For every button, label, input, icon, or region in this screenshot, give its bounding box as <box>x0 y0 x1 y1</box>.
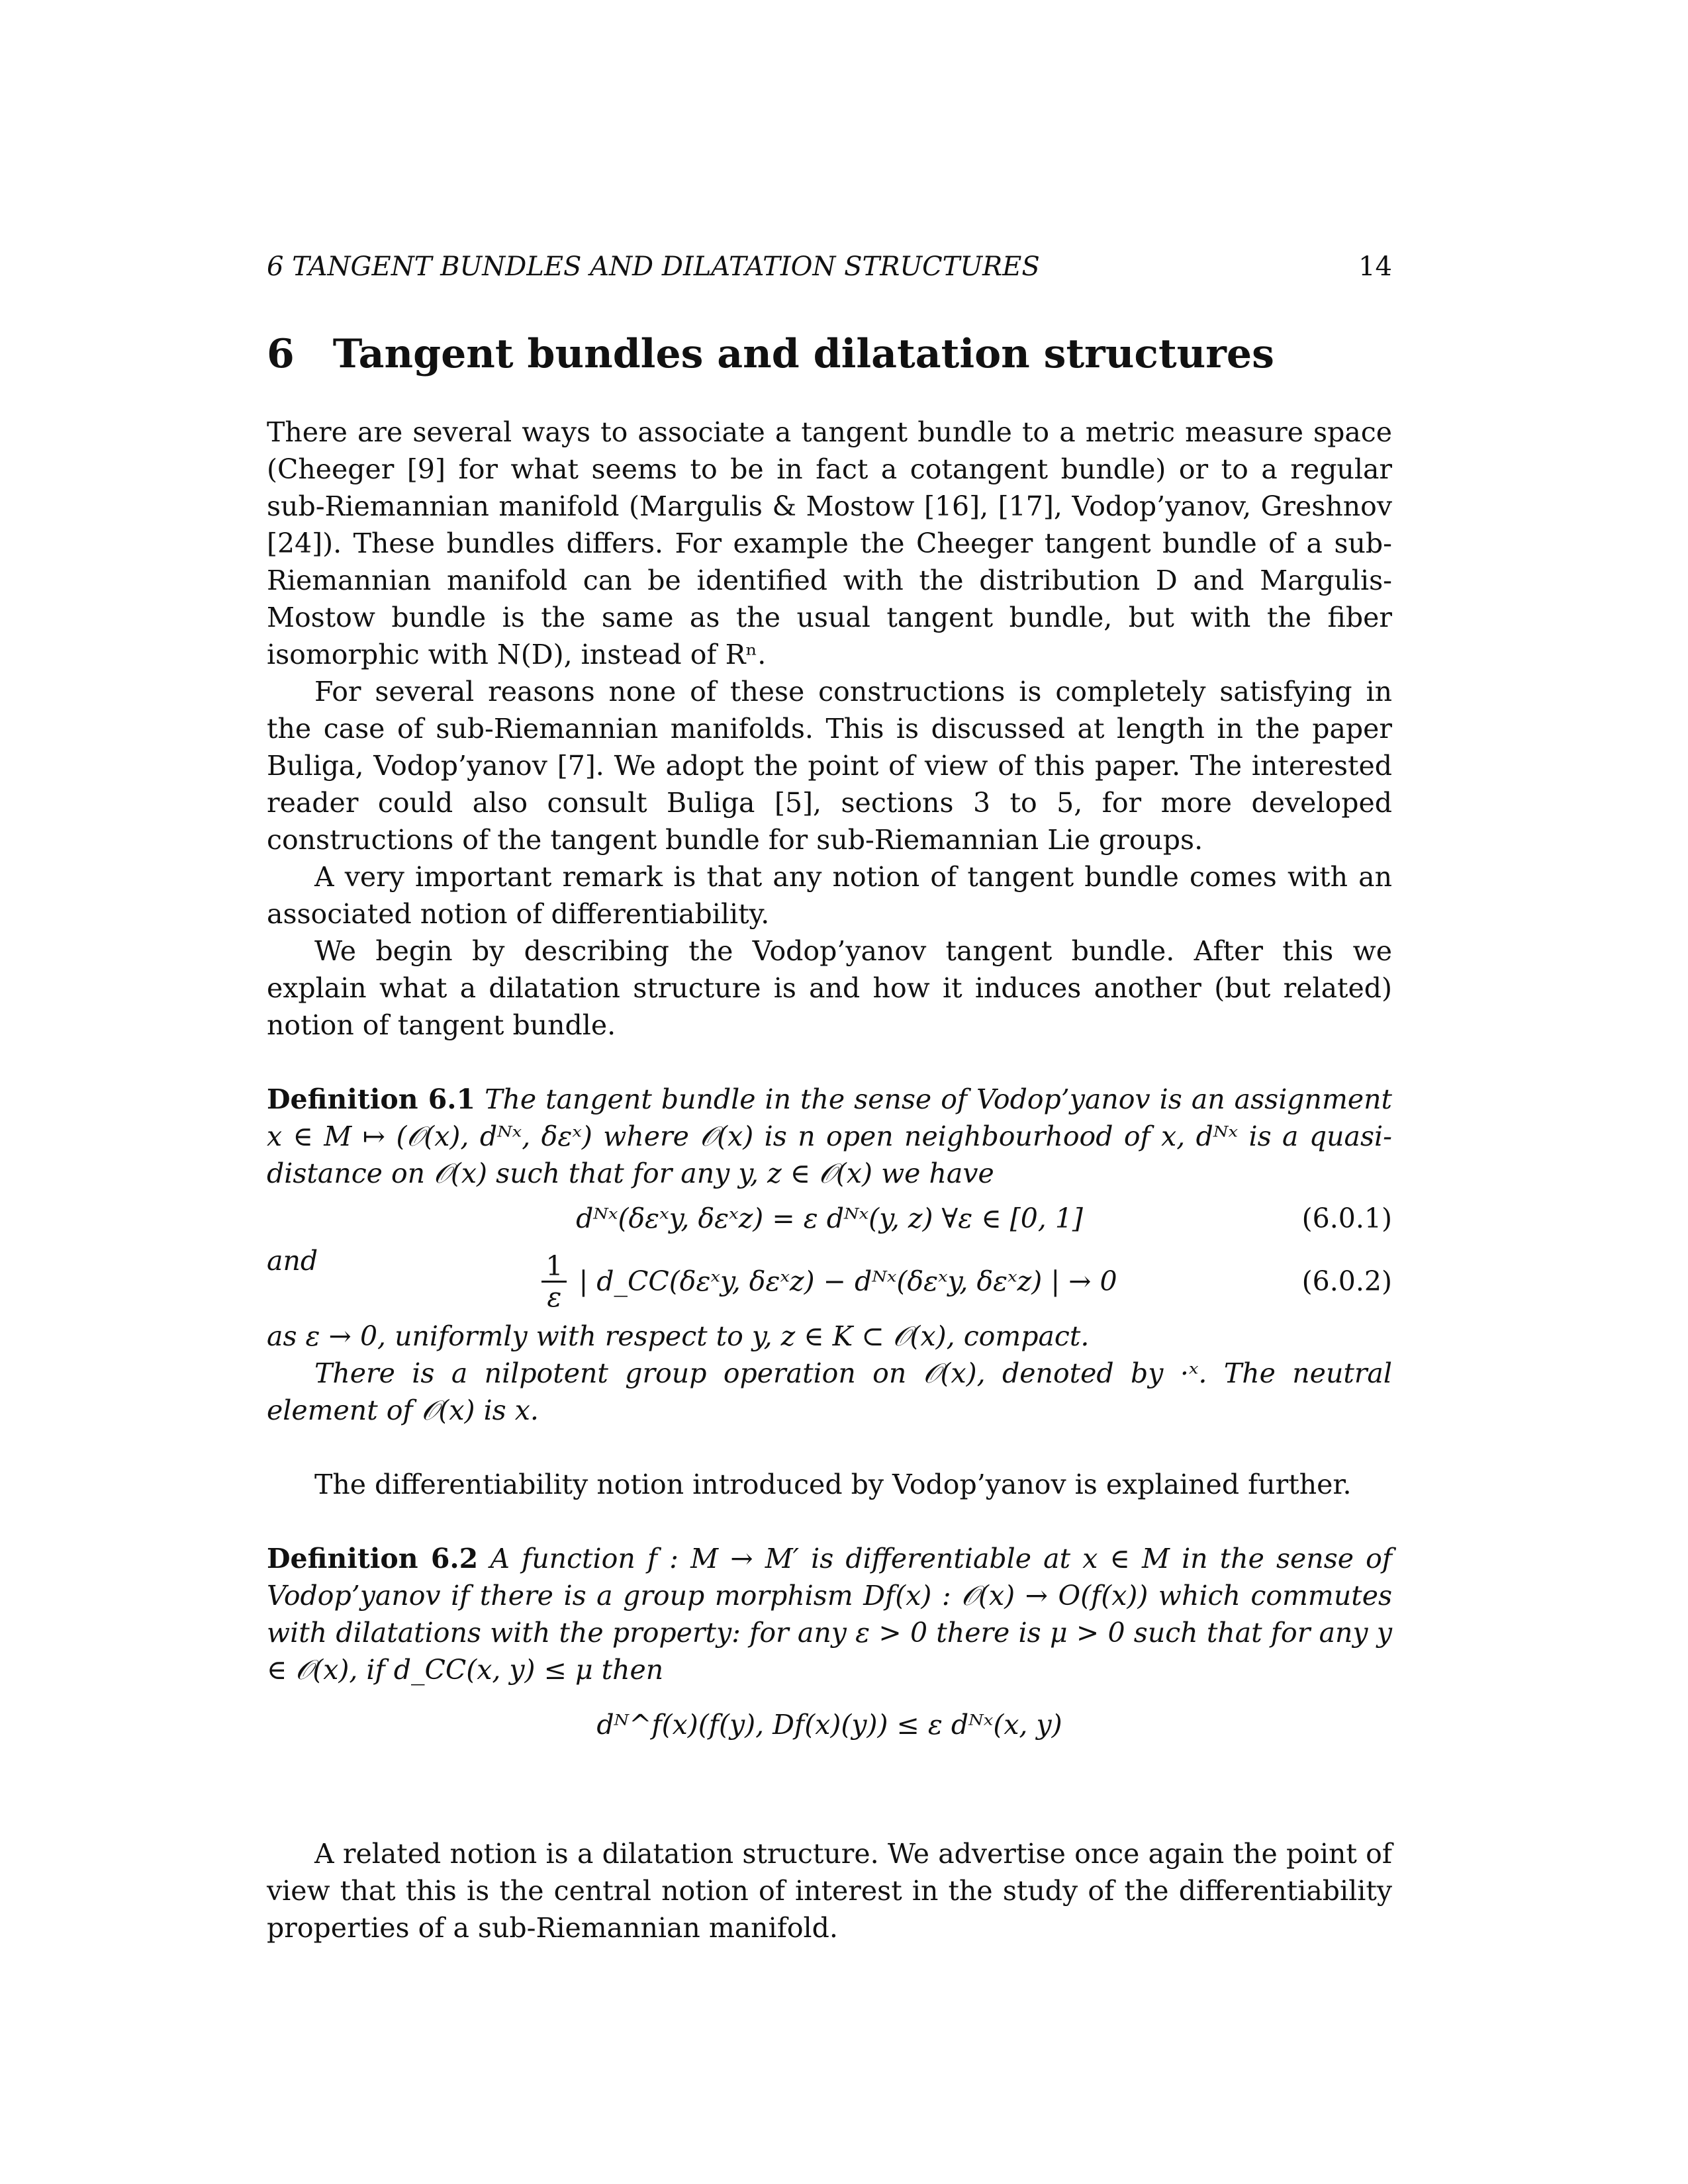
section-title: Tangent bundles and dilatation structures <box>332 331 1274 377</box>
page-number: 14 <box>1358 251 1392 282</box>
equation-6-0-1 <box>267 1192 1392 1245</box>
equation-6-0-2-fraction <box>541 1251 567 1312</box>
definition-6-2-equation-body: dᴺ^f(x)(f(y), Df(x)(y)) ≤ ε dᴺˣ(x, y) <box>596 1709 1062 1741</box>
and-label: and <box>267 1245 318 1277</box>
running-head-title: 6 TANGENT BUNDLES AND DILATATION STRUCTURES <box>267 251 1040 282</box>
definition-6-1-label: Definition 6.1 <box>267 1083 476 1115</box>
equation-6-0-2-block <box>267 1245 1392 1318</box>
definition-6-1-after: as ε → 0, uniformly with respect to y, z ∈ K ⊂ 𝒪(x), compact. <box>267 1320 1090 1352</box>
definition-6-1-text: The tangent bundle in the sense of Vodop’yanov is an assignment x ∈ M ↦ (𝒪(x), dᴺˣ, δεˣ) where 𝒪(x) is n open neighbourhood of x, dᴺˣ is a quasi-distance on 𝒪(x) such that for any y, z ∈ 𝒪(x) we have <box>267 1083 1392 1189</box>
fraction-denominator: ε <box>547 1281 562 1313</box>
definition-6-2-equation <box>267 1688 1392 1761</box>
paragraph-2: For several reasons none of these constructions is completely satisfying in the case of sub-Riemannian manifolds. This is discussed at length in the paper Buliga, Vodop’yanov [7]. We adopt the point of view of this paper. The interested reader could also consult Buliga [5], sections 3 to 5, for more developed constructions of the tangent bundle for sub-Riemannian Lie groups. <box>267 676 1392 856</box>
definition-6-2-text: A function f : M → M′ is differentiable at x ∈ M in the sense of Vodop’yanov if there is a group morphism Df(x) : 𝒪(x) → O(f(x)) which commutes with dilatations with the property: for any ε > 0 there is μ > 0 such that for any y ∈ 𝒪(x), if d_CC(x, y) ≤ μ then <box>267 1543 1393 1686</box>
paragraph-5: The differentiability notion introduced by Vodop’yanov is explained further. <box>314 1469 1352 1500</box>
section-heading <box>267 331 1392 377</box>
section-number: 6 <box>267 331 295 377</box>
definition-6-1-nilpotent: There is a nilpotent group operation on 𝒪(x), denoted by ·ˣ. The neutral element of 𝒪(x) is x. <box>267 1357 1392 1426</box>
paragraph-6: A related notion is a dilatation structure. We advertise once again the point of view that this is the central notion of interest in the study of the differentiability properties of a sub-Riemannian manifold. <box>267 1838 1392 1944</box>
content <box>267 251 1392 1946</box>
running-head <box>267 251 1392 304</box>
equation-6-0-1-tag: (6.0.1) <box>1301 1203 1392 1234</box>
definition-6-2-label: Definition 6.2 <box>267 1543 479 1574</box>
equation-6-0-2 <box>267 1245 1392 1318</box>
definition-6-1 <box>267 1081 1392 1192</box>
definition-6-2 <box>267 1540 1392 1688</box>
paragraph-1: There are several ways to associate a tangent bundle to a metric measure space (Cheeger [9] for what seems to be in fact a cotangent bundle) or to a regular sub-Riemannian manifold (Margulis & Mostow [16], [17], Vodop’yanov, Greshnov [24]). These bundles differs. For example the Cheeger tangent bundle of a sub-Riemannian manifold can be identified with the distribution D and Margulis-Mostow bundle is the same as the usual tangent bundle, but with the fiber isomorphic with N(D), instead of Rⁿ. <box>267 416 1392 670</box>
fraction-numerator: 1 <box>541 1251 567 1283</box>
equation-6-0-2-body: | d_CC(δεˣy, δεˣz) − dᴺˣ(δεˣy, δεˣz) | → 0 <box>579 1265 1117 1297</box>
paragraph-3: A very important remark is that any notion of tangent bundle comes with an associated notion of differentiability. <box>267 861 1392 930</box>
paragraph-4: We begin by describing the Vodop’yanov tangent bundle. After this we explain what a dilatation structure is and how it induces another (but related) notion of tangent bundle. <box>267 935 1392 1041</box>
equation-6-0-1-body: dᴺˣ(δεˣy, δεˣz) = ε dᴺˣ(y, z) ∀ε ∈ [0, 1] <box>576 1203 1083 1234</box>
equation-6-0-2-tag: (6.0.2) <box>1301 1265 1392 1297</box>
